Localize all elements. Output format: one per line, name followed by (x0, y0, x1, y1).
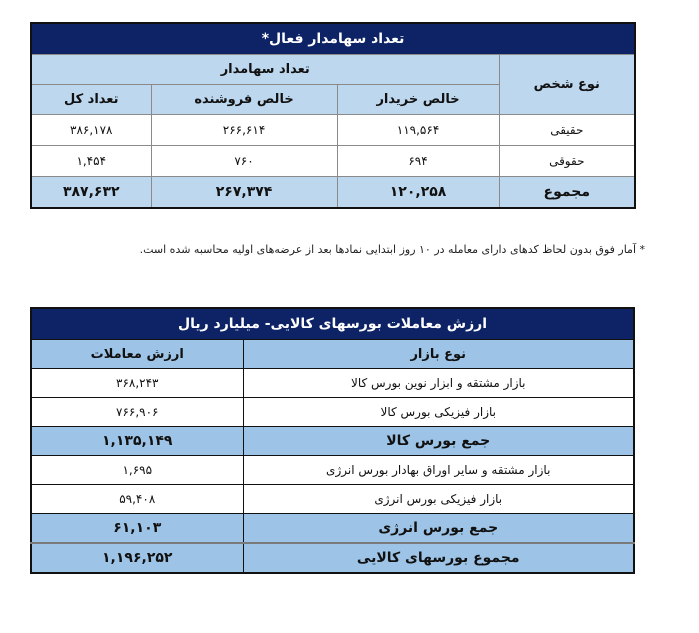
table-row (31, 398, 634, 427)
cell-market: جمع بورس انرژی (243, 514, 634, 544)
cell-market: جمع بورس کالا (243, 427, 634, 456)
table-row (31, 485, 634, 514)
cell-market: مجموع بورسهای کالایی (243, 543, 634, 573)
footnote: * آمار فوق بدون لحاظ کدهای دارای معامله در ۱۰ روز ابتدایی نمادها بعد از عرضه‌های اولیه محاسبه شده است. (139, 243, 645, 256)
subtotal-row (31, 514, 634, 544)
group-header-shareholders: تعداد سهامدار (31, 55, 499, 85)
col-market-type: نوع بازار (243, 340, 634, 369)
cell-value: ۷۶۶,۹۰۶ (31, 398, 243, 427)
cell-market: بازار فیزیکی بورس انرژی (243, 485, 634, 514)
subtotal-row (31, 427, 634, 456)
cell-value: ۱,۱۳۵,۱۴۹ (31, 427, 243, 456)
cell-person-type: حقیقی (499, 115, 635, 146)
cell-net-seller: ۷۶۰ (151, 146, 337, 177)
cell-net-buyer: ۱۲۰,۲۵۸ (337, 177, 499, 209)
table-title: ارزش معاملات بورسهای کالایی- میلیارد ریال (31, 308, 634, 340)
col-trade-value: ارزش معاملات (31, 340, 243, 369)
table-row (31, 456, 634, 485)
table-row (31, 115, 635, 146)
cell-person-type: حقوقی (499, 146, 635, 177)
table-row (31, 369, 634, 398)
cell-market: بازار فیزیکی بورس کالا (243, 398, 634, 427)
cell-value: ۳۶۸,۲۴۳ (31, 369, 243, 398)
sum-row (31, 177, 635, 209)
grand-total-row (31, 543, 634, 573)
cell-total: ۱,۴۵۴ (31, 146, 151, 177)
col-net-seller: خالص فروشنده (151, 85, 337, 115)
cell-person-type: مجموع (499, 177, 635, 209)
commodity-exchange-trade-value-table (30, 307, 635, 574)
table-title: تعداد سهامدار فعال* (31, 23, 635, 55)
cell-value: ۶۱,۱۰۳ (31, 514, 243, 544)
active-shareholders-table (30, 22, 636, 209)
cell-market: بازار مشتقه و سایر اوراق بهادار بورس انرژی (243, 456, 634, 485)
col-net-buyer: خالص خریدار (337, 85, 499, 115)
cell-total: ۳۸۷,۶۳۲ (31, 177, 151, 209)
cell-net-seller: ۲۶۶,۶۱۴ (151, 115, 337, 146)
col-total: تعداد کل (31, 85, 151, 115)
cell-net-buyer: ۶۹۴ (337, 146, 499, 177)
table-row (31, 146, 635, 177)
cell-net-buyer: ۱۱۹,۵۶۴ (337, 115, 499, 146)
cell-value: ۵۹,۴۰۸ (31, 485, 243, 514)
cell-value: ۱,۶۹۵ (31, 456, 243, 485)
cell-market: بازار مشتقه و ابزار نوین بورس کالا (243, 369, 634, 398)
col-person-type: نوع شخص (499, 55, 635, 115)
cell-value: ۱,۱۹۶,۲۵۲ (31, 543, 243, 573)
cell-total: ۳۸۶,۱۷۸ (31, 115, 151, 146)
cell-net-seller: ۲۶۷,۳۷۴ (151, 177, 337, 209)
